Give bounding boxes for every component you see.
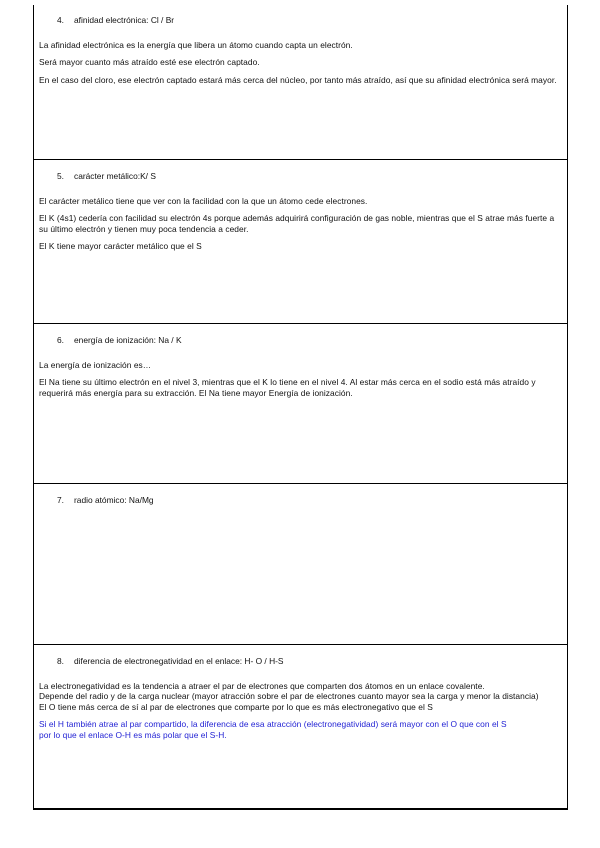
answer-line: La afinidad electrónica es la energía que libera un átomo cuando capta un electrón. — [39, 40, 353, 50]
answer-paragraph — [39, 681, 561, 712]
question-box — [34, 160, 567, 324]
answer-line: En el caso del cloro, ese electrón captado estará más cerca del núcleo, por tanto más atraído, así que su afinidad electrónica será mayor. — [39, 74, 557, 85]
question-heading — [39, 15, 561, 26]
question-title: afinidad electrónica: Cl / Br — [74, 15, 175, 25]
answer-line: Si el H también atrae al par compartido, la diferencia de esa atracción (electronegatividad) será mayor con el O que con el S — [39, 719, 507, 730]
answer-paragraph — [39, 360, 561, 370]
answer-paragraph — [39, 719, 561, 740]
answer-line: La energía de ionización es… — [39, 360, 152, 370]
question-title: diferencia de electronegatividad en el enlace: H- O / H-S — [74, 656, 284, 666]
question-title: carácter metálico:K/ S — [74, 171, 156, 181]
answer-line: El K (4s1) cedería con facilidad su electrón 4s porque además adquirirá configuración de gas noble, mientras que el S atrae más fuerte a su último electrón y tienen muy poca tendencia a ceder. — [39, 213, 555, 234]
question-number: 5. — [57, 171, 64, 181]
question-number: 6. — [57, 335, 64, 345]
answer-paragraph — [39, 40, 561, 50]
answer-paragraph — [39, 196, 561, 206]
answer-line: La electronegatividad es la tendencia a atraer el par de electrones que comparten dos átomos en un enlace covalente. — [39, 681, 485, 691]
question-number: 8. — [57, 656, 64, 666]
question-box — [34, 324, 567, 484]
question-number: 7. — [57, 495, 64, 505]
question-heading — [39, 656, 561, 667]
answer-paragraph — [39, 75, 561, 85]
question-box — [34, 645, 567, 809]
answer-line: El O tiene más cerca de sí al par de electrones que comparte por lo que es más electronegativo que el S — [39, 701, 433, 712]
answer-line: por lo que el enlace O-H es más polar que el S-H. — [39, 729, 227, 740]
answer-line: El carácter metálico tiene que ver con la facilidad con la que un átomo cede electrones. — [39, 196, 368, 206]
question-box — [34, 5, 567, 160]
worksheet-table — [33, 5, 568, 810]
question-title: energía de ionización: Na / K — [74, 335, 182, 345]
answer-line: Será mayor cuanto más atraído esté ese electrón captado. — [39, 57, 260, 68]
answer-paragraph — [39, 241, 561, 251]
question-heading — [39, 335, 561, 346]
question-heading — [39, 171, 561, 182]
question-box — [34, 484, 567, 645]
answer-paragraph — [39, 377, 561, 398]
answer-line: Depende del radio y de la carga nuclear (mayor atracción sobre el par de electrones cuanto mayor sea la carga y menor la distancia) — [39, 691, 539, 702]
answer-line: El Na tiene su último electrón en el nivel 3, mientras que el K lo tiene en el nivel 4. Al estar más cerca en el sodio está más atraído y requerirá más energía para su extracción. El Na tiene mayor Energía de ionización. — [39, 377, 536, 398]
answer-paragraph — [39, 213, 561, 234]
question-title: radio atómico: Na/Mg — [74, 495, 154, 505]
answer-line: El K tiene mayor carácter metálico que el S — [39, 241, 202, 252]
question-number: 4. — [57, 15, 64, 25]
answer-paragraph — [39, 57, 561, 67]
question-heading — [39, 495, 561, 506]
